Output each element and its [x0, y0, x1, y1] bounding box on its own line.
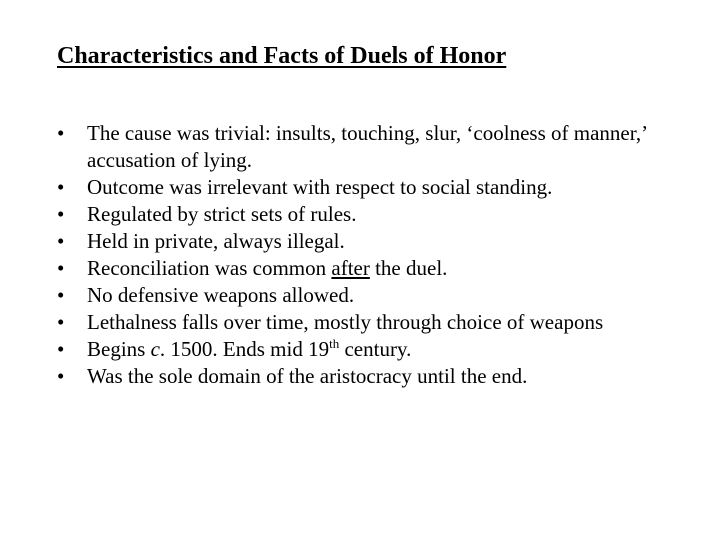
- list-item: [57, 120, 687, 174]
- bullet-icon: •: [57, 256, 65, 280]
- bullet-text: No defensive weapons allowed.: [87, 283, 355, 307]
- bullet-icon: •: [57, 175, 65, 199]
- bullet-icon: •: [57, 283, 65, 307]
- bullet-text-part: . 1500. Ends mid 19: [159, 337, 330, 361]
- bullet-icon: •: [57, 229, 65, 253]
- bullet-text-part: the duel.: [369, 256, 448, 280]
- bullet-icon: •: [57, 337, 65, 361]
- italic-abbrev: c: [150, 337, 160, 361]
- bullet-text: The cause was trivial: insults, touching, slur, ‘coolness of manner,’ accusation of lying.: [87, 121, 647, 172]
- bullet-text: Outcome was irrelevant with respect to social standing.: [87, 175, 553, 199]
- bullet-icon: •: [57, 310, 65, 334]
- bullet-text: Regulated by strict sets of rules.: [87, 202, 357, 226]
- list-item: [57, 174, 687, 201]
- bullet-text: Held in private, always illegal.: [87, 229, 345, 253]
- list-item: [57, 309, 687, 336]
- bullet-text-part: Reconciliation was common: [87, 256, 332, 280]
- list-item: [57, 228, 687, 255]
- bullet-text: Lethalness falls over time, mostly through choice of weapons: [87, 310, 604, 334]
- underlined-word: after: [331, 256, 370, 280]
- bullet-text-part: Begins: [87, 337, 151, 361]
- bullet-text: [87, 255, 687, 282]
- bullet-text: [87, 336, 687, 363]
- list-item: [57, 282, 687, 309]
- bullet-text: Was the sole domain of the aristocracy until the end.: [87, 364, 528, 388]
- bullet-icon: •: [57, 202, 65, 226]
- bullet-icon: •: [57, 121, 65, 145]
- bullet-icon: •: [57, 364, 65, 388]
- list-item: [57, 201, 687, 228]
- superscript: th: [329, 336, 340, 351]
- list-item: [57, 336, 687, 363]
- list-item: [57, 363, 687, 390]
- bullet-text-part: century.: [339, 337, 412, 361]
- list-item: [57, 255, 687, 282]
- slide-title: Characteristics and Facts of Duels of Honor: [57, 43, 507, 69]
- bullet-list: [57, 120, 687, 390]
